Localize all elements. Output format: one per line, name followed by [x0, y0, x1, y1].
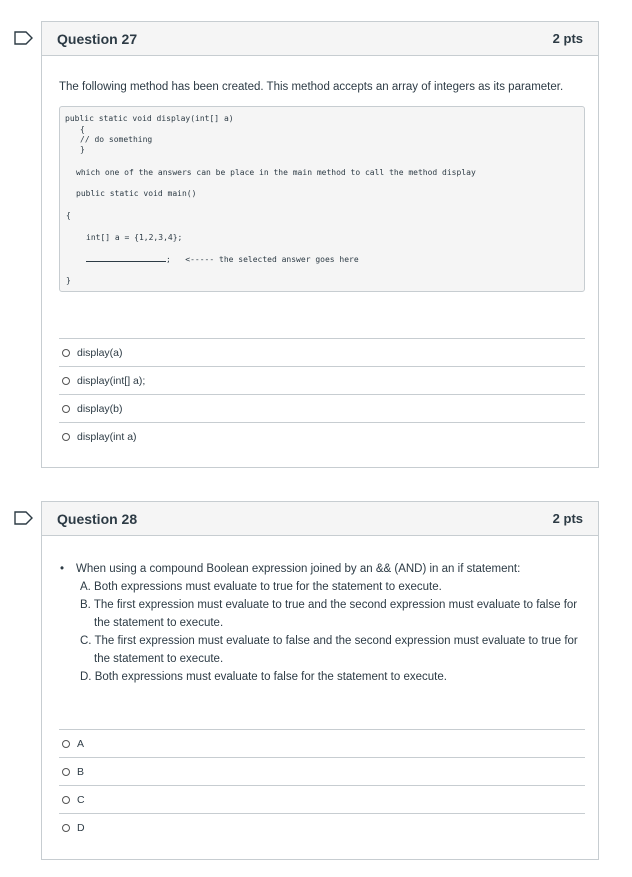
code-line: }: [66, 276, 71, 285]
flag-question-28-icon[interactable]: [14, 511, 34, 525]
answer-option[interactable]: [59, 757, 585, 785]
code-semicolon: ;: [166, 255, 171, 264]
code-line: int[] a = {1,2,3,4};: [86, 233, 183, 242]
code-line: which one of the answers can be place in the main method to call the method display: [76, 168, 476, 177]
answer-label: display(int a): [77, 430, 137, 443]
question-28: [41, 501, 599, 860]
flag-question-27-icon[interactable]: [14, 31, 34, 45]
code-line: public static void main(): [76, 189, 197, 198]
answer-label: B: [77, 765, 85, 778]
question-header: [42, 22, 598, 56]
question-body: [60, 560, 580, 686]
answer-option[interactable]: [59, 422, 585, 450]
question-points: 2 pts: [552, 31, 583, 46]
code-line: {: [80, 125, 85, 134]
statement-option: A. Both expressions must evaluate to true for the statement to execute.: [80, 581, 442, 593]
answer-label: display(int[] a);: [77, 374, 146, 387]
answer-option[interactable]: [59, 338, 585, 366]
answer-option[interactable]: [59, 785, 585, 813]
answer-blank: [86, 254, 166, 262]
code-line-blank: [86, 254, 359, 266]
radio-button[interactable]: [62, 405, 70, 413]
radio-button[interactable]: [62, 377, 70, 385]
statement-option: B. The first expression must evaluate to true and the second expression must evaluate to false for the statement to execute.: [80, 599, 578, 629]
question-prompt: The following method has been created. This method accepts an array of integers as its parameter.: [59, 81, 564, 93]
answer-option[interactable]: [59, 813, 585, 841]
radio-button[interactable]: [62, 768, 70, 776]
question-27: [41, 21, 599, 468]
radio-button[interactable]: [62, 740, 70, 748]
question-stem: When using a compound Boolean expression joined by an && (AND) in an if statement:: [76, 563, 521, 575]
code-line: {: [66, 211, 71, 220]
statement-option: C. The first expression must evaluate to false and the second expression must evaluate to true for the statement to execute.: [80, 635, 578, 665]
question-title: Question 27: [57, 30, 138, 47]
code-line: // do something: [80, 135, 153, 144]
code-line: public static void display(int[] a): [65, 114, 234, 123]
answer-label: display(a): [77, 346, 123, 359]
question-title: Question 28: [57, 510, 138, 527]
answer-list: [59, 729, 585, 841]
answer-label: A: [77, 737, 85, 750]
answer-option[interactable]: [59, 729, 585, 757]
code-line: }: [80, 145, 85, 154]
statement-option: D. Both expressions must evaluate to false for the statement to execute.: [80, 671, 447, 683]
answer-list: [59, 338, 585, 450]
answer-label: display(b): [77, 402, 123, 415]
code-block: [59, 106, 585, 292]
radio-button[interactable]: [62, 349, 70, 357]
radio-button[interactable]: [62, 433, 70, 441]
answer-label: C: [77, 793, 85, 806]
question-points: 2 pts: [552, 511, 583, 526]
answer-option[interactable]: [59, 366, 585, 394]
bullet-item: [60, 560, 580, 578]
radio-button[interactable]: [62, 796, 70, 804]
answer-label: D: [77, 821, 85, 834]
answer-option[interactable]: [59, 394, 585, 422]
bullet-icon: •: [60, 563, 65, 575]
radio-button[interactable]: [62, 824, 70, 832]
code-comment: <----- the selected answer goes here: [185, 255, 359, 264]
question-header: [42, 502, 598, 536]
